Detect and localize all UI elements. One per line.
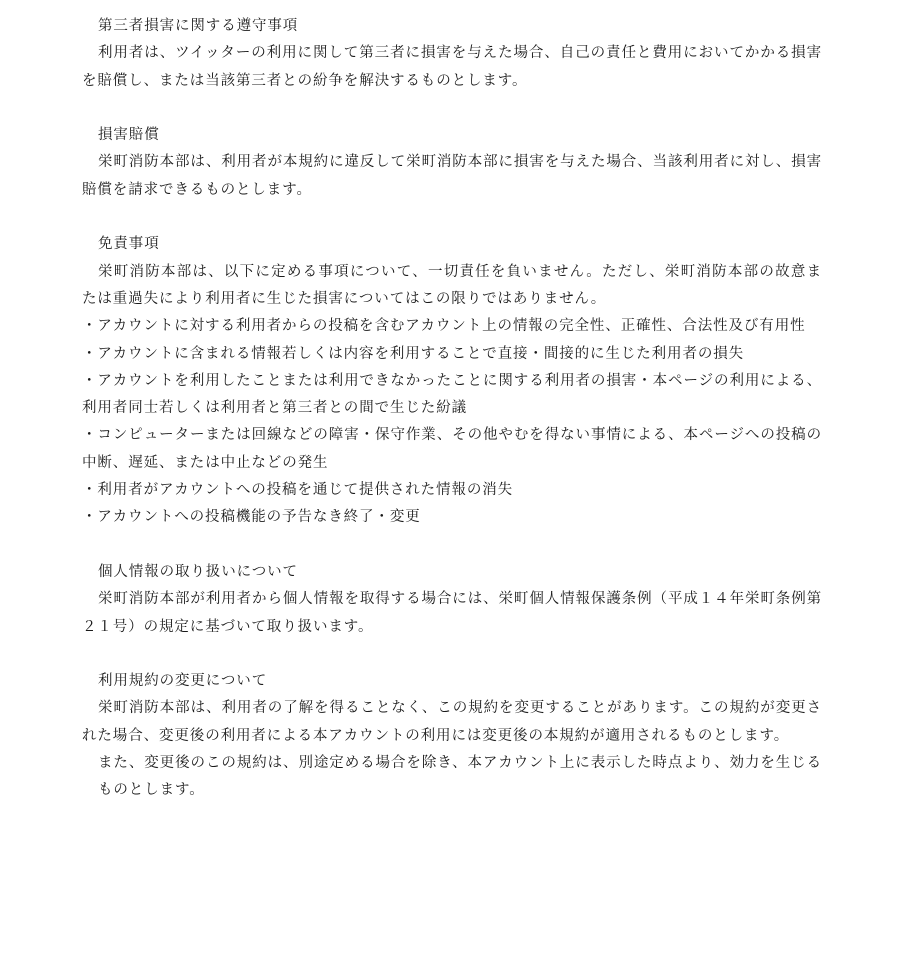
section-heading: 利用規約の変更について: [98, 673, 268, 690]
section-personal-info: [82, 559, 822, 641]
section-paragraph: 栄町消防本部は、以下に定める事項について、一切責任を負いません。ただし、栄町消防本部の故意または重過失により利用者に生じた損害についてはこの限りではありません。: [82, 263, 822, 307]
list-item: ・アカウントを利用したことまたは利用できなかったことに関する利用者の損害・本ページの利用による、利用者同士若しくは利用者と第三者との間で生じた紛議: [82, 372, 822, 417]
section-compensation: [82, 122, 822, 204]
section-heading: 第三者損害に関する遵守事項: [98, 18, 299, 34]
section-spacer: [82, 532, 822, 559]
document-body: [82, 13, 822, 805]
section-paragraph: 利用者は、ツイッターの利用に関して第三者に損害を与えた場合、自己の責任と費用においてかかる損害を賠償し、または当該第三者との紛争を解決するものとします。: [82, 45, 822, 89]
section-paragraph-indented: また、変更後のこの規約は、別途定める場合を除き、本アカウント上に表示した時点より、効力を生じるものとします。: [98, 755, 822, 799]
section-heading: 損害賠償: [98, 127, 160, 144]
section-spacer: [82, 204, 822, 231]
section-heading: 個人情報の取り扱いについて: [98, 563, 298, 580]
list-item: ・利用者がアカウントへの投稿を通じて提供された情報の消失: [82, 482, 514, 499]
section-heading: 免責事項: [98, 236, 160, 253]
section-spacer: [82, 641, 822, 668]
list-item: ・アカウントへの投稿機能の予告なき終了・変更: [82, 509, 421, 526]
section-terms-change: [82, 668, 822, 804]
section-spacer: [82, 95, 822, 122]
section-paragraph: 栄町消防本部は、利用者が本規約に違反して栄町消防本部に損害を与えた場合、当該利用者に対し、損害賠償を請求できるものとします。: [82, 154, 822, 198]
list-item: ・コンピューターまたは回線などの障害・保守作業、その他やむを得ない事情による、本ページへの投稿の中断、遅延、または中止などの発生: [82, 427, 822, 471]
section-paragraph: 栄町消防本部が利用者から個人情報を取得する場合には、栄町個人情報保護条例（平成１４年栄町条例第２１号）の規定に基づいて取り扱います。: [82, 591, 822, 635]
section-paragraph: 栄町消防本部は、利用者の了解を得ることなく、この規約を変更することがあります。この規約が変更された場合、変更後の利用者による本アカウントの利用には変更後の本規約が適用されるものとします。: [82, 700, 822, 744]
section-third-party-damage: [82, 13, 822, 95]
list-item: ・アカウントに含まれる情報若しくは内容を利用することで直接・間接的に生じた利用者の損失: [82, 345, 745, 362]
section-disclaimer: [82, 231, 822, 531]
list-item: ・アカウントに対する利用者からの投稿を含むアカウント上の情報の完全性、正確性、合法性及び有用性: [82, 318, 806, 335]
